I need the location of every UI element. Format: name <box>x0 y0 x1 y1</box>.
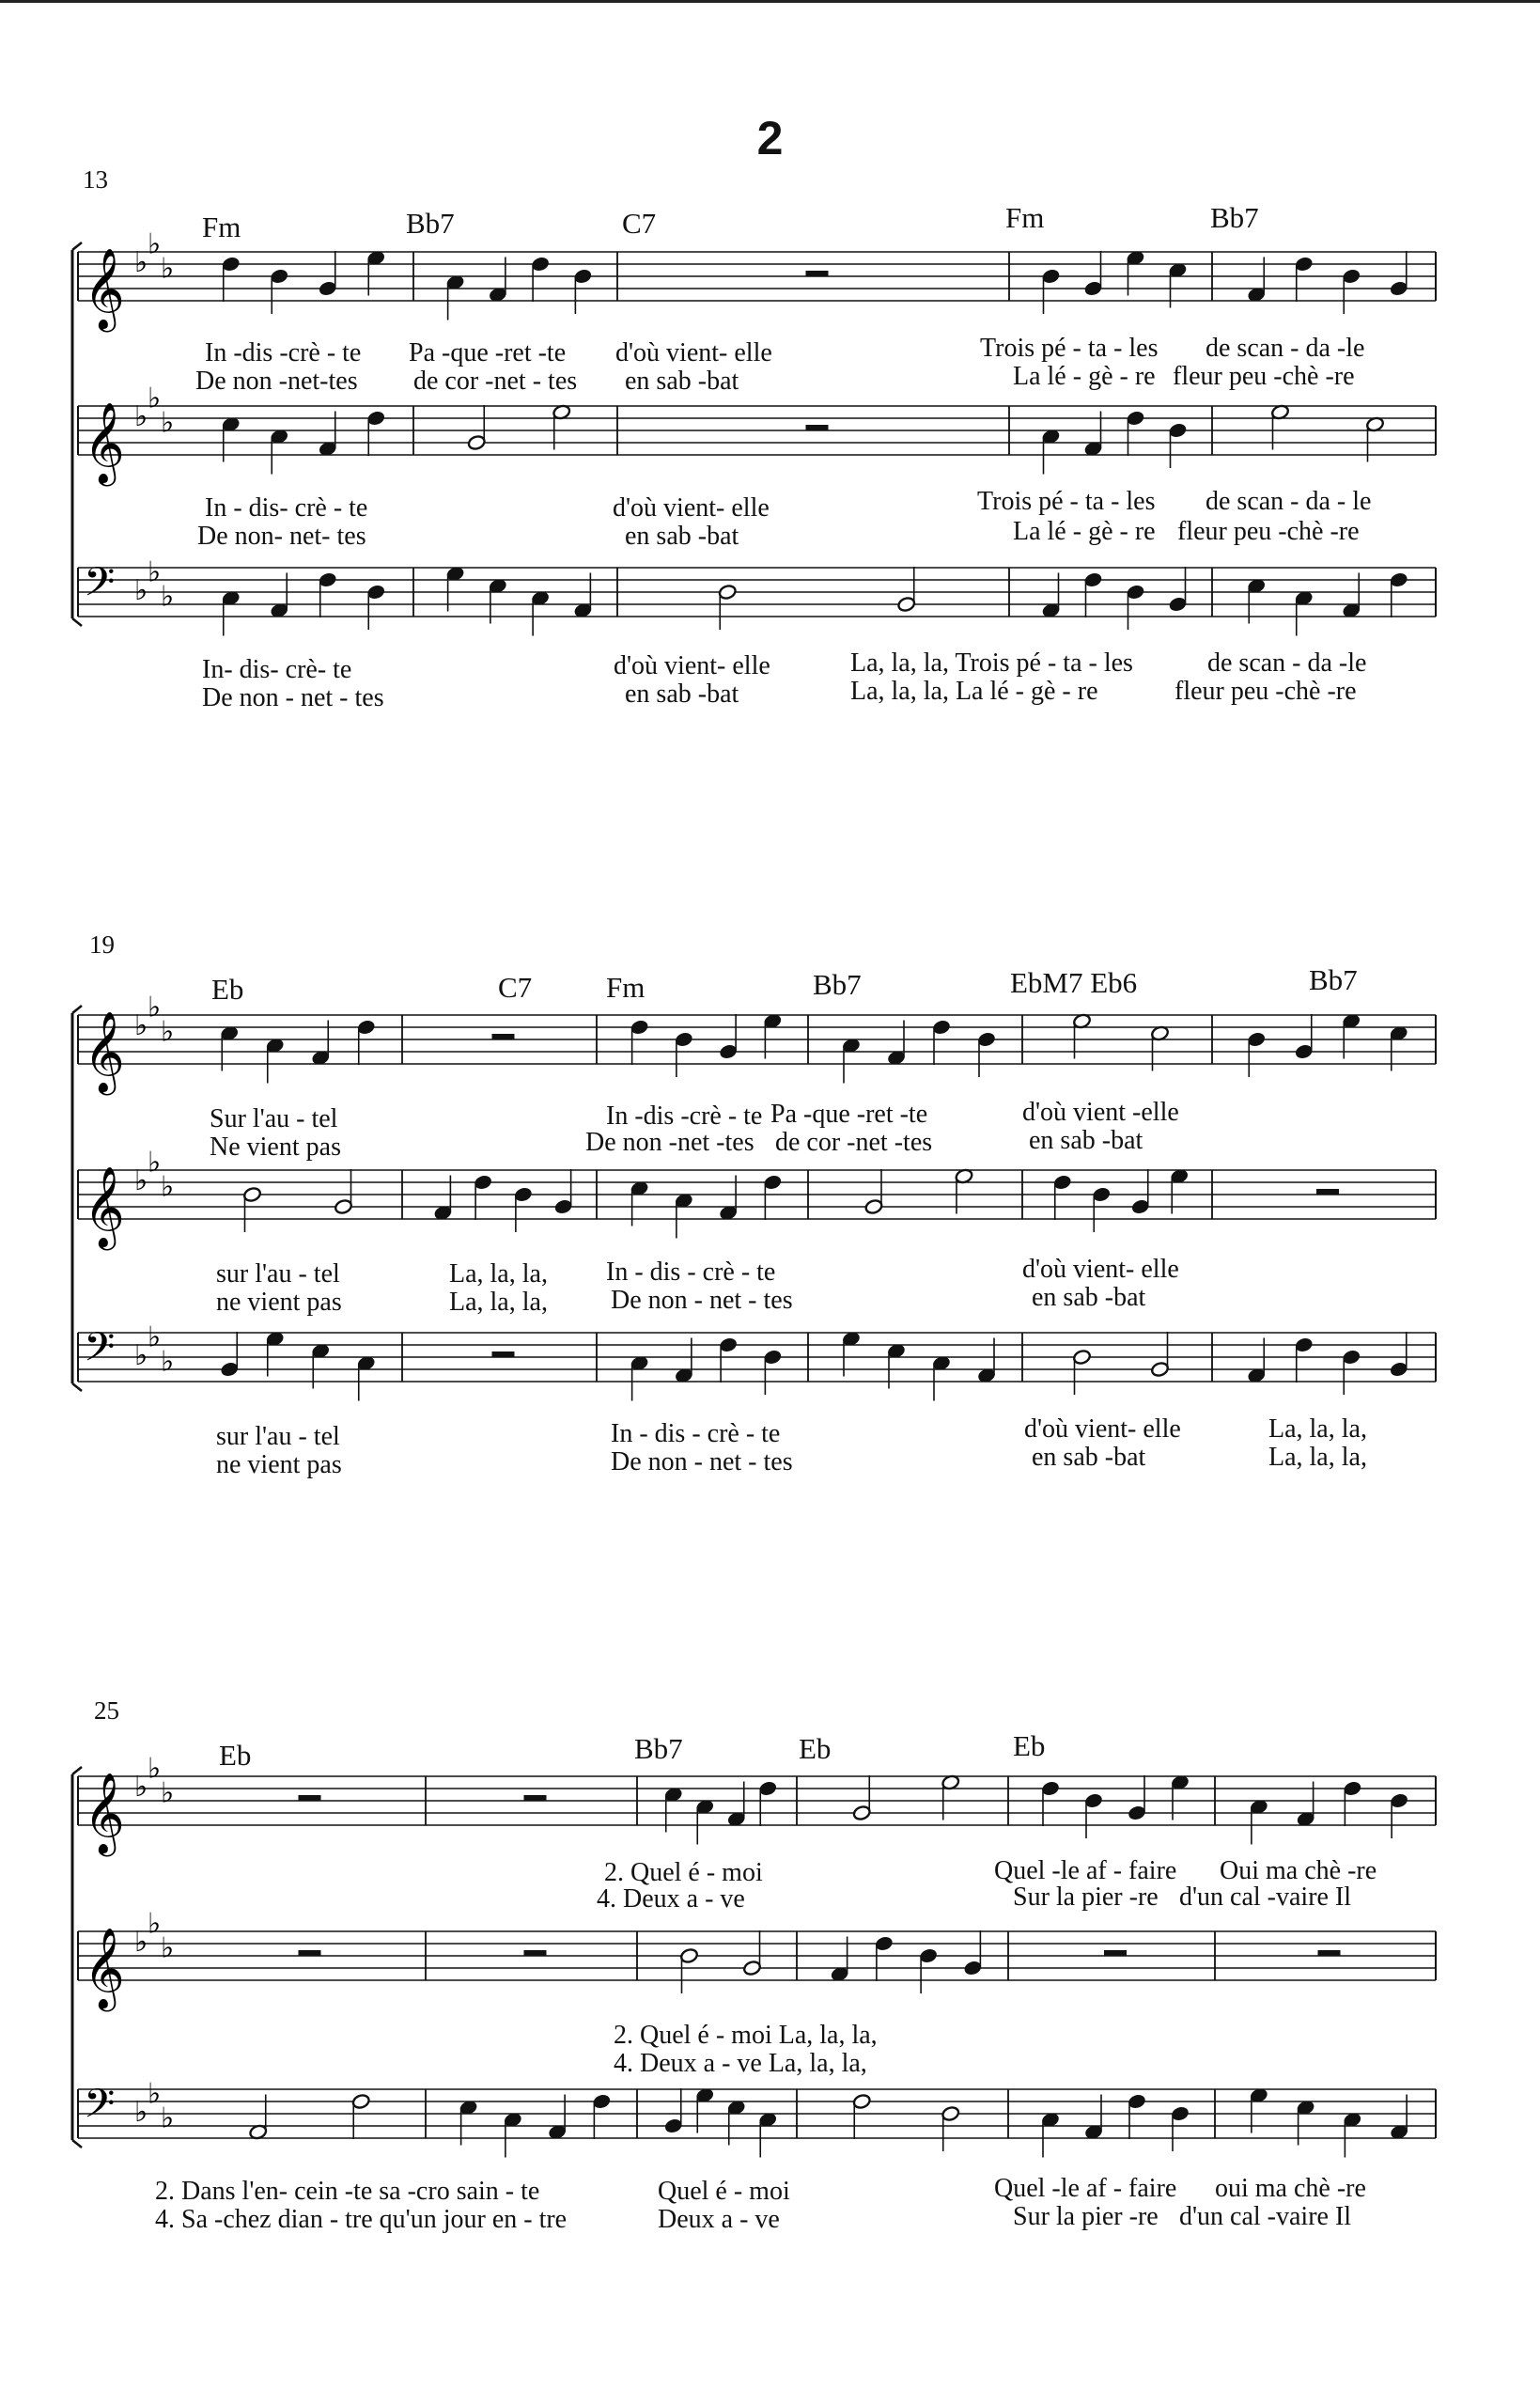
lyric-syllables: de scan - da - le <box>1206 487 1372 516</box>
lyric-syllables: en sab -bat <box>1032 1443 1146 1472</box>
lyric-syllables: De non - net - tes <box>202 683 384 712</box>
lyric-syllables: en sab -bat <box>1032 1283 1146 1312</box>
note-head <box>1072 1349 1091 1365</box>
note-head <box>1390 1361 1408 1377</box>
lyric-syllables: d'où vient- elle <box>615 338 772 367</box>
note-head <box>742 1960 761 1976</box>
lyric-syllables: In - dis - crè - te <box>606 1258 776 1287</box>
lyric-syllables: De non - net - tes <box>611 1447 793 1476</box>
note-head <box>242 1186 261 1202</box>
chord-symbol: Bb7 <box>813 968 862 1001</box>
treble-clef-icon: 𝄞 <box>84 248 125 329</box>
lyric-syllables: d'où vient- elle <box>613 493 770 523</box>
note-head <box>1128 1804 1146 1820</box>
system-bracket <box>72 618 82 626</box>
half-rest <box>299 1795 321 1801</box>
note-head <box>514 1186 533 1202</box>
lyric-syllables: de cor -net -tes <box>775 1128 933 1157</box>
lyric-syllables: d'où vient- elle <box>1022 1255 1179 1284</box>
note-head <box>852 1804 871 1820</box>
lyric-syllables: 2. Quel é - moi <box>604 1858 763 1887</box>
flat-accidental: ♭ <box>161 2101 175 2135</box>
half-rest <box>524 1795 547 1801</box>
note-head <box>474 1174 492 1190</box>
lyric-syllables: In - dis- crè - te <box>205 493 368 523</box>
lyric-syllables: De non -net-tes <box>195 367 358 396</box>
note-head <box>919 1947 938 1963</box>
lyric-syllables: La, la, la, Trois pé - ta - les <box>850 648 1133 678</box>
lyric-syllables: d'où vient -elle <box>1022 1098 1179 1127</box>
lyric-syllables: 2. Quel é - moi La, la, la, <box>614 2021 878 2050</box>
lyric-syllables: Sur la pier -re <box>1013 1883 1159 1912</box>
lyric-syllables: d'un cal -vaire Il <box>1179 2202 1352 2231</box>
note-head <box>675 1031 693 1047</box>
chord-symbol: Eb <box>1013 1729 1046 1762</box>
lyric-syllables: d'où vient- elle <box>1024 1414 1181 1444</box>
lyric-syllables: Trois pé - ta - les <box>977 487 1156 516</box>
note-head <box>319 571 337 587</box>
note-head <box>270 268 288 284</box>
lyric-syllables: Quel -le af - faire <box>994 2174 1177 2203</box>
note-head <box>1171 2105 1190 2121</box>
flat-accidental: ♭ <box>148 2077 162 2111</box>
note-head <box>719 1336 738 1352</box>
note-head <box>718 584 737 600</box>
note-head <box>334 1198 352 1214</box>
treble-clef-icon: 𝄞 <box>84 1928 125 2008</box>
flat-accidental: ♭ <box>161 1015 175 1049</box>
chord-symbol: Bb7 <box>406 207 455 240</box>
bass-clef-icon: 𝄢 <box>84 559 116 616</box>
lyric-syllables: ne vient pas <box>216 1288 342 1317</box>
flat-accidental: ♭ <box>161 1345 175 1379</box>
measure-number: 25 <box>94 1696 119 1725</box>
lyric-syllables: en sab -bat <box>1029 1126 1143 1155</box>
lyric-syllables: Deux a - ve <box>658 2205 780 2234</box>
note-head <box>1342 1349 1361 1365</box>
note-head <box>941 2105 960 2121</box>
chord-symbol: Bb7 <box>1309 963 1358 996</box>
note-head <box>1295 1043 1314 1059</box>
chord-symbol: Bb7 <box>1210 201 1259 234</box>
flat-accidental: ♭ <box>148 382 162 415</box>
note-head <box>763 1174 782 1190</box>
chord-symbol: C7 <box>622 207 657 240</box>
note-head <box>1343 1780 1361 1796</box>
half-rest <box>524 1950 547 1956</box>
chord-symbol: Bb7 <box>634 1732 683 1765</box>
note-head <box>357 1019 376 1035</box>
note-head <box>963 1960 982 1976</box>
lyric-syllables: fleur peu -chè -re <box>1177 517 1360 546</box>
flat-accidental: ♭ <box>134 400 148 433</box>
lyric-syllables: 4. Deux a - ve <box>597 1884 745 1914</box>
note-head <box>758 1780 777 1796</box>
note-head <box>1131 1198 1150 1214</box>
treble-clef-icon: 𝄞 <box>84 1773 125 1853</box>
measure-number: 19 <box>89 930 115 959</box>
treble-clef-icon: 𝄞 <box>84 1166 125 1247</box>
note-head <box>319 280 337 296</box>
note-head <box>664 2117 683 2133</box>
lyric-syllables: 4. Deux a - ve La, la, la, <box>614 2049 867 2078</box>
flat-accidental: ♭ <box>161 406 175 440</box>
note-head <box>531 256 550 272</box>
treble-clef-icon: 𝄞 <box>84 1011 125 1092</box>
note-head <box>467 434 486 450</box>
note-head <box>1295 256 1314 272</box>
system-bracket <box>72 242 82 250</box>
flat-accidental: ♭ <box>161 1776 175 1810</box>
note-head <box>1128 2093 1146 2109</box>
note-head <box>1083 280 1102 296</box>
half-rest <box>1104 1950 1127 1956</box>
flat-accidental: ♭ <box>148 555 162 589</box>
note-head <box>366 410 385 426</box>
note-head <box>351 2093 370 2109</box>
flat-accidental: ♭ <box>134 1339 148 1372</box>
note-head <box>222 256 241 272</box>
lyric-syllables: en sab -bat <box>625 680 739 709</box>
note-head <box>366 584 385 600</box>
flat-accidental: ♭ <box>134 1771 148 1804</box>
lyric-syllables: De non -net -tes <box>585 1128 754 1157</box>
note-head <box>897 596 916 612</box>
lyric-syllables: La, la, la, <box>449 1288 548 1317</box>
note-head <box>1390 1792 1408 1808</box>
lyric-syllables: oui ma chè -re <box>1215 2174 1366 2203</box>
lyric-syllables: Pa -que -ret -te <box>770 1100 928 1129</box>
note-head <box>1150 1361 1169 1377</box>
note-head <box>864 1198 883 1214</box>
lyric-syllables: Sur l'au - tel <box>210 1104 338 1133</box>
flat-accidental: ♭ <box>148 1146 162 1180</box>
lyric-syllables: Trois pé - ta - les <box>980 334 1159 363</box>
lyric-syllables: Quel -le af - faire <box>994 1856 1177 1885</box>
note-head <box>630 1019 649 1035</box>
lyric-syllables: 4. Sa -chez dian - tre qu'un jour en - tre <box>155 2205 568 2234</box>
lyric-syllables: 2. Dans l'en- cein -te sa -cro sain - te <box>155 2177 540 2206</box>
chord-symbol: Eb <box>211 973 244 1006</box>
lyric-syllables: sur l'au - tel <box>216 1422 340 1451</box>
treble-clef-icon: 𝄞 <box>84 402 125 483</box>
note-head <box>875 1935 894 1951</box>
lyric-syllables: en sab -bat <box>625 367 739 396</box>
lyric-syllables: fleur peu -chè -re <box>1174 677 1357 706</box>
note-head <box>719 1043 738 1059</box>
system-bracket <box>72 1006 82 1013</box>
chord-symbol: EbM7 Eb6 <box>1010 966 1138 999</box>
chord-symbol: Fm <box>606 971 646 1004</box>
flat-accidental: ♭ <box>134 574 148 607</box>
system-bracket <box>72 2140 82 2148</box>
note-head <box>1084 1792 1103 1808</box>
lyric-syllables: Sur la pier -re <box>1013 2202 1159 2231</box>
flat-accidental: ♭ <box>161 1931 175 1965</box>
page-number: 2 <box>756 112 784 164</box>
note-head <box>763 1349 782 1365</box>
bass-clef-icon: 𝄢 <box>84 1324 116 1381</box>
note-head <box>1126 584 1144 600</box>
lyric-syllables: La, la, la, <box>1268 1443 1367 1472</box>
lyric-syllables: In- dis- crè- te <box>202 655 352 684</box>
flat-accidental: ♭ <box>134 1009 148 1042</box>
lyric-syllables: d'où vient- elle <box>614 651 770 680</box>
half-rest <box>299 1950 321 1956</box>
flat-accidental: ♭ <box>148 1320 162 1354</box>
half-rest <box>492 1351 515 1357</box>
note-head <box>1083 571 1102 587</box>
lyric-syllables: La, la, la, <box>1268 1414 1367 1444</box>
flat-accidental: ♭ <box>134 1926 148 1959</box>
lyric-syllables: Oui ma chè -re <box>1220 1856 1377 1885</box>
half-rest <box>806 425 829 430</box>
lyric-syllables: sur l'au - tel <box>216 1259 340 1289</box>
note-head <box>1247 1031 1266 1047</box>
chord-symbol: Eb <box>219 1739 252 1772</box>
flat-accidental: ♭ <box>148 1752 162 1786</box>
lyric-syllables: ne vient pas <box>216 1450 342 1479</box>
lyric-syllables: La lé - gè - re <box>1013 362 1156 391</box>
chord-symbol: C7 <box>498 971 533 1004</box>
flat-accidental: ♭ <box>134 2096 148 2129</box>
lyric-syllables: De non- net- tes <box>197 522 366 551</box>
lyric-syllables: In -dis -crè - te <box>205 338 362 367</box>
note-head <box>554 1198 573 1214</box>
note-head <box>852 2093 871 2109</box>
lyric-syllables: Quel é - moi <box>658 2177 790 2206</box>
note-head <box>220 1361 239 1377</box>
lyric-syllables: fleur peu -chè -re <box>1173 362 1355 391</box>
half-rest <box>1316 1189 1339 1195</box>
lyric-syllables: La, la, la, La lé - gè - re <box>850 677 1098 706</box>
flat-accidental: ♭ <box>161 1170 175 1204</box>
half-rest <box>492 1034 515 1039</box>
lyric-syllables: In - dis - crè - te <box>611 1419 781 1448</box>
lyric-syllables: en sab -bat <box>625 522 739 551</box>
lyric-syllables: In -dis -crè - te <box>606 1101 763 1131</box>
flat-accidental: ♭ <box>134 1164 148 1197</box>
lyric-syllables: d'un cal -vaire Il <box>1179 1883 1352 1912</box>
flat-accidental: ♭ <box>161 580 175 614</box>
lyric-syllables: Ne vient pas <box>210 1133 341 1162</box>
note-head <box>1092 1186 1111 1202</box>
half-rest <box>1318 1950 1341 1956</box>
lyric-syllables: de scan - da -le <box>1206 334 1365 363</box>
measure-number: 13 <box>83 165 108 194</box>
note-head <box>1041 1780 1060 1796</box>
note-head <box>1295 1336 1314 1352</box>
note-head <box>1168 596 1187 612</box>
note-head <box>1041 268 1060 284</box>
lyric-syllables: de cor -net - tes <box>413 367 578 396</box>
system-bracket <box>72 1383 82 1391</box>
half-rest <box>806 271 829 276</box>
flat-accidental: ♭ <box>134 246 148 279</box>
bass-clef-icon: 𝄢 <box>84 2081 116 2137</box>
note-head <box>1126 410 1144 426</box>
chord-symbol: Fm <box>202 211 241 243</box>
note-head <box>977 1031 996 1047</box>
note-head <box>932 1019 951 1035</box>
note-head <box>1053 1174 1072 1190</box>
flat-accidental: ♭ <box>161 252 175 286</box>
flat-accidental: ♭ <box>148 1907 162 1941</box>
note-head <box>1168 422 1187 438</box>
note-head <box>592 2093 611 2109</box>
note-head <box>679 1947 698 1963</box>
note-head <box>1390 280 1408 296</box>
lyric-syllables: La lé - gè - re <box>1013 517 1156 546</box>
chord-symbol: Eb <box>799 1732 832 1765</box>
flat-accidental: ♭ <box>148 991 162 1024</box>
system-bracket <box>72 1767 82 1774</box>
note-head <box>1390 571 1408 587</box>
lyric-syllables: De non - net - tes <box>611 1286 793 1315</box>
note-head <box>573 268 592 284</box>
note-head <box>1342 268 1361 284</box>
lyric-syllables: La, la, la, <box>449 1259 548 1289</box>
flat-accidental: ♭ <box>148 227 162 261</box>
lyric-syllables: de scan - da -le <box>1207 648 1367 678</box>
lyric-syllables: Pa -que -ret -te <box>409 338 567 367</box>
chord-symbol: Fm <box>1005 201 1045 234</box>
